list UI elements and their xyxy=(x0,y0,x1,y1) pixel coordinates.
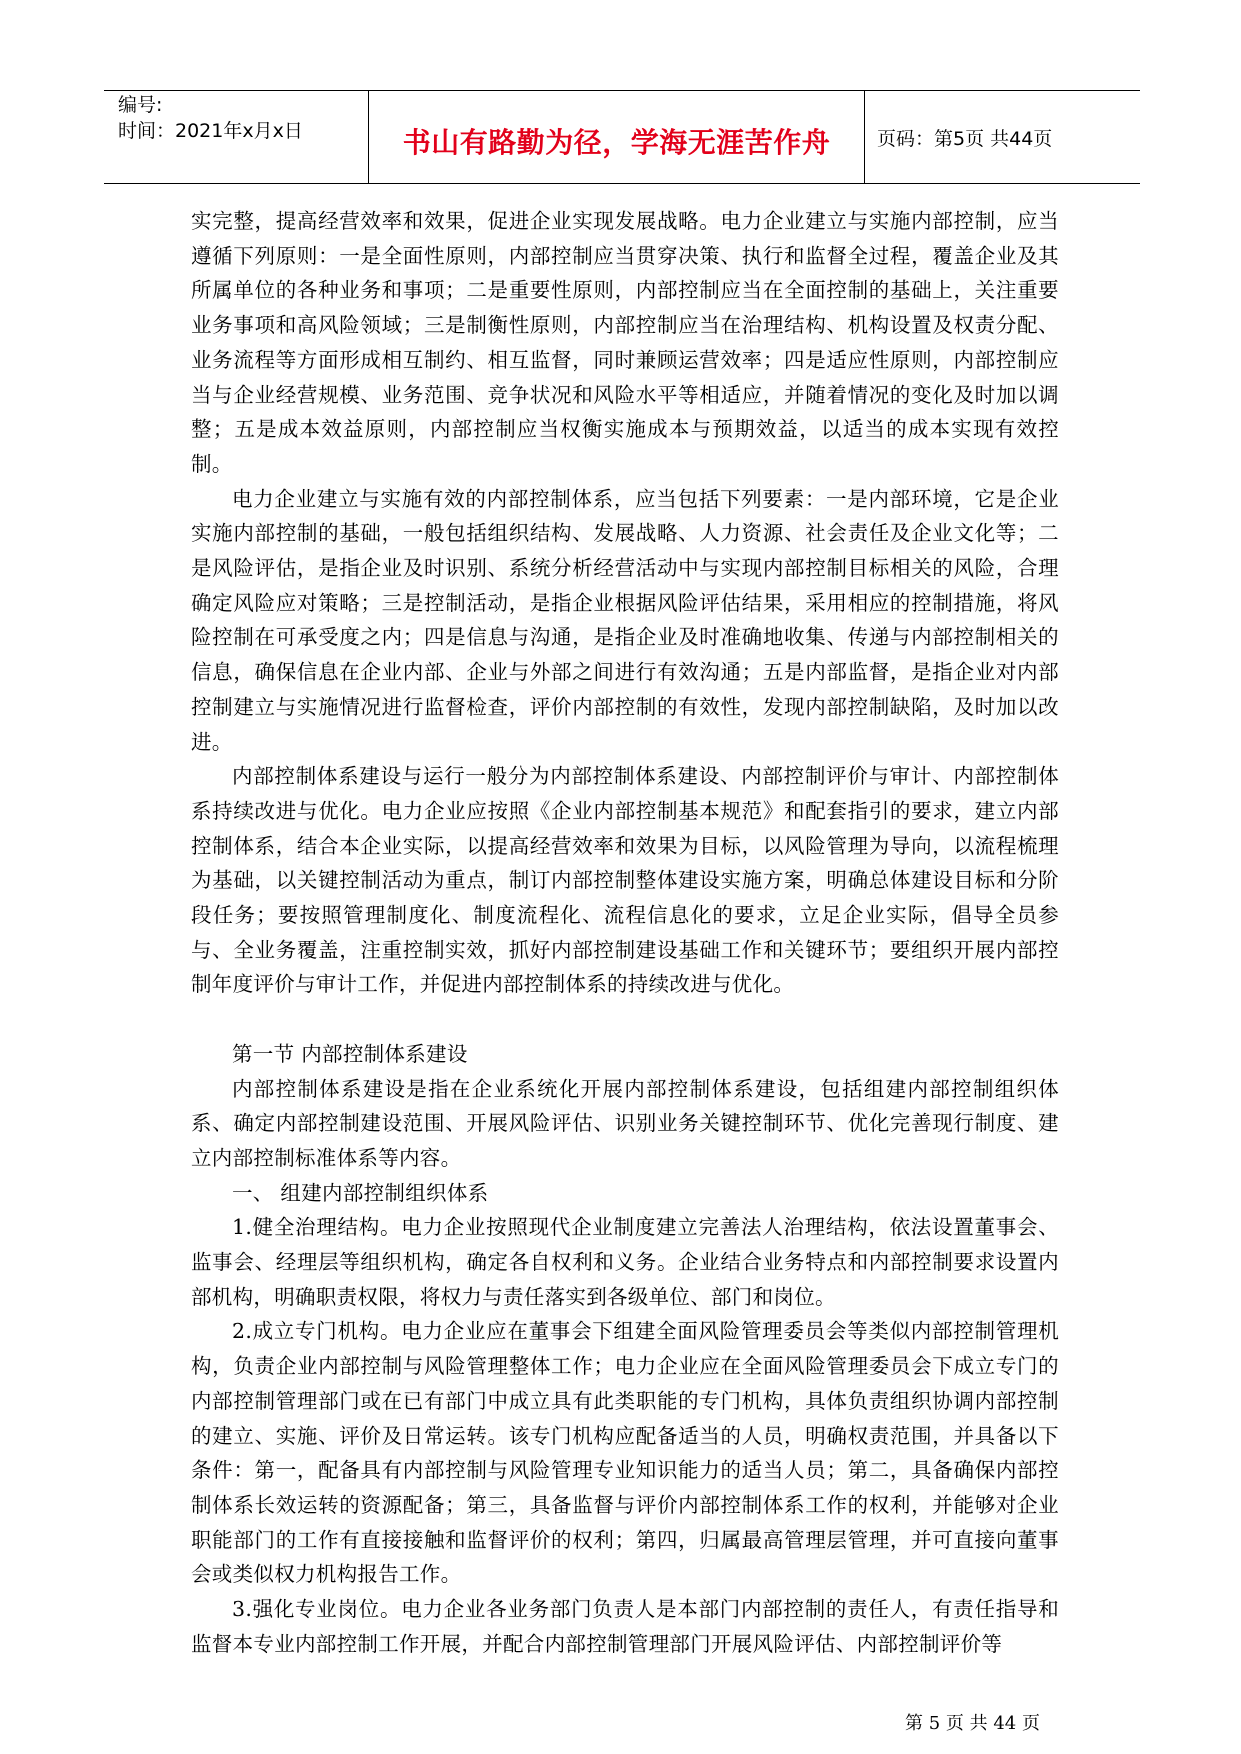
page-header xyxy=(104,90,1140,184)
header-page-info: 页码：第5页 共44页 xyxy=(877,128,1053,150)
document-time-label: 时间：2021年x月x日 xyxy=(118,120,303,142)
paragraph-3: 内部控制体系建设与运行一般分为内部控制体系建设、内部控制评价与审计、内部控制体系持续改进与优化。电力企业应按照《企业内部控制基本规范》和配套指引的要求，建立内部控制体系，结合本企业实际，以提高经营效率和效果为目标，以风险管理为导向，以流程梳理为基础，以关键控制活动为重点，制订内部控制整体建设实施方案，明确总体建设目标和分阶段任务；要按照管理制度化、制度流程化、流程信息化的要求，立足企业实际，倡导全员参与、全业务覆盖，注重控制实效，抓好内部控制建设基础工作和关键环节；要组织开展内部控制年度评价与审计工作，并促进内部控制体系的持续改进与优化。 xyxy=(191,764,1059,997)
header-middle-cell xyxy=(369,91,865,183)
document-body xyxy=(191,204,1059,1662)
paragraph-5: 1.健全治理结构。电力企业按照现代企业制度建立完善法人治理结构，依法设置董事会、监事会、经理层等组织机构，确定各自权利和义务。企业结合业务特点和内部控制要求设置内部机构，明确职责权限，将权力与责任落实到各级单位、部门和岗位。 xyxy=(191,1215,1059,1309)
subsection-heading: 一、 组建内部控制组织体系 xyxy=(232,1180,489,1205)
paragraph-1: 实完整，提高经营效率和效果，促进企业实现发展战略。电力企业建立与实施内部控制，应当遵循下列原则：一是全面性原则，内部控制应当贯穿决策、执行和监督全过程，覆盖企业及其所属单位的各种业务和事项；二是重要性原则，内部控制应当在全面控制的基础上，关注重要业务事项和高风险领域；三是制衡性原则，内部控制应当在治理结构、机构设置及权责分配、业务流程等方面形成相互制约、相互监督，同时兼顾运营效率；四是适应性原则，内部控制应当与企业经营规模、业务范围、竞争状况和风险水平等相适应，并随着情况的变化及时加以调整；五是成本效益原则，内部控制应当权衡实施成本与预期效益，以适当的成本实现有效控制。 xyxy=(191,209,1059,476)
paragraph-7: 3.强化专业岗位。电力企业各业务部门负责人是本部门内部控制的责任人，有责任指导和监督本专业内部控制工作开展，并配合内部控制管理部门开展风险评估、内部控制评价等 xyxy=(191,1597,1059,1656)
header-right-cell xyxy=(865,91,1140,183)
header-left-cell xyxy=(104,91,369,183)
paragraph-4: 内部控制体系建设是指在企业系统化开展内部控制体系建设，包括组建内部控制组织体系、确定内部控制建设范围、开展风险评估、识别业务关键控制环节、优化完善现行制度、建立内部控制标准体系等内容。 xyxy=(191,1076,1059,1170)
section-heading: 第一节 内部控制体系建设 xyxy=(232,1041,468,1066)
page-footer-number: 第 5 页 共 44 页 xyxy=(905,1713,1040,1734)
header-motto: 书山有路勤为径，学海无涯苦作舟 xyxy=(402,126,831,159)
paragraph-6: 2.成立专门机构。电力企业应在董事会下组建全面风险管理委员会等类似内部控制管理机构，负责企业内部控制与风险管理整体工作；电力企业应在全面风险管理委员会下成立专门的内部控制管理部门或在已有部门中成立具有此类职能的专门机构，具体负责组织协调内部控制的建立、实施、评价及日常运转。该专门机构应配备适当的人员，明确权责范围，并具备以下条件：第一，配备具有内部控制与风险管理专业知识能力的适当人员；第二，具备确保内部控制体系长效运转的资源配备；第三，具备监督与评价内部控制体系工作的权利，并能够对企业职能部门的工作有直接接触和监督评价的权利；第四，归属最高管理层管理，并可直接向董事会或类似权力机构报告工作。 xyxy=(191,1319,1059,1587)
paragraph-2: 电力企业建立与实施有效的内部控制体系，应当包括下列要素：一是内部环境，它是企业实施内部控制的基础，一般包括组织结构、发展战略、人力资源、社会责任及企业文化等；二是风险评估，是指企业及时识别、系统分析经营活动中与实现内部控制目标相关的风险，合理确定风险应对策略；三是控制活动，是指企业根据风险评估结果，采用相应的控制措施，将风险控制在可承受度之内；四是信息与沟通，是指企业及时准确地收集、传递与内部控制相关的信息，确保信息在企业内部、企业与外部之间进行有效沟通；五是内部监督，是指企业对内部控制建立与实施情况进行监督检查，评价内部控制的有效性，发现内部控制缺陷，及时加以改进。 xyxy=(191,486,1059,754)
document-number-label: 编号: xyxy=(118,94,163,116)
